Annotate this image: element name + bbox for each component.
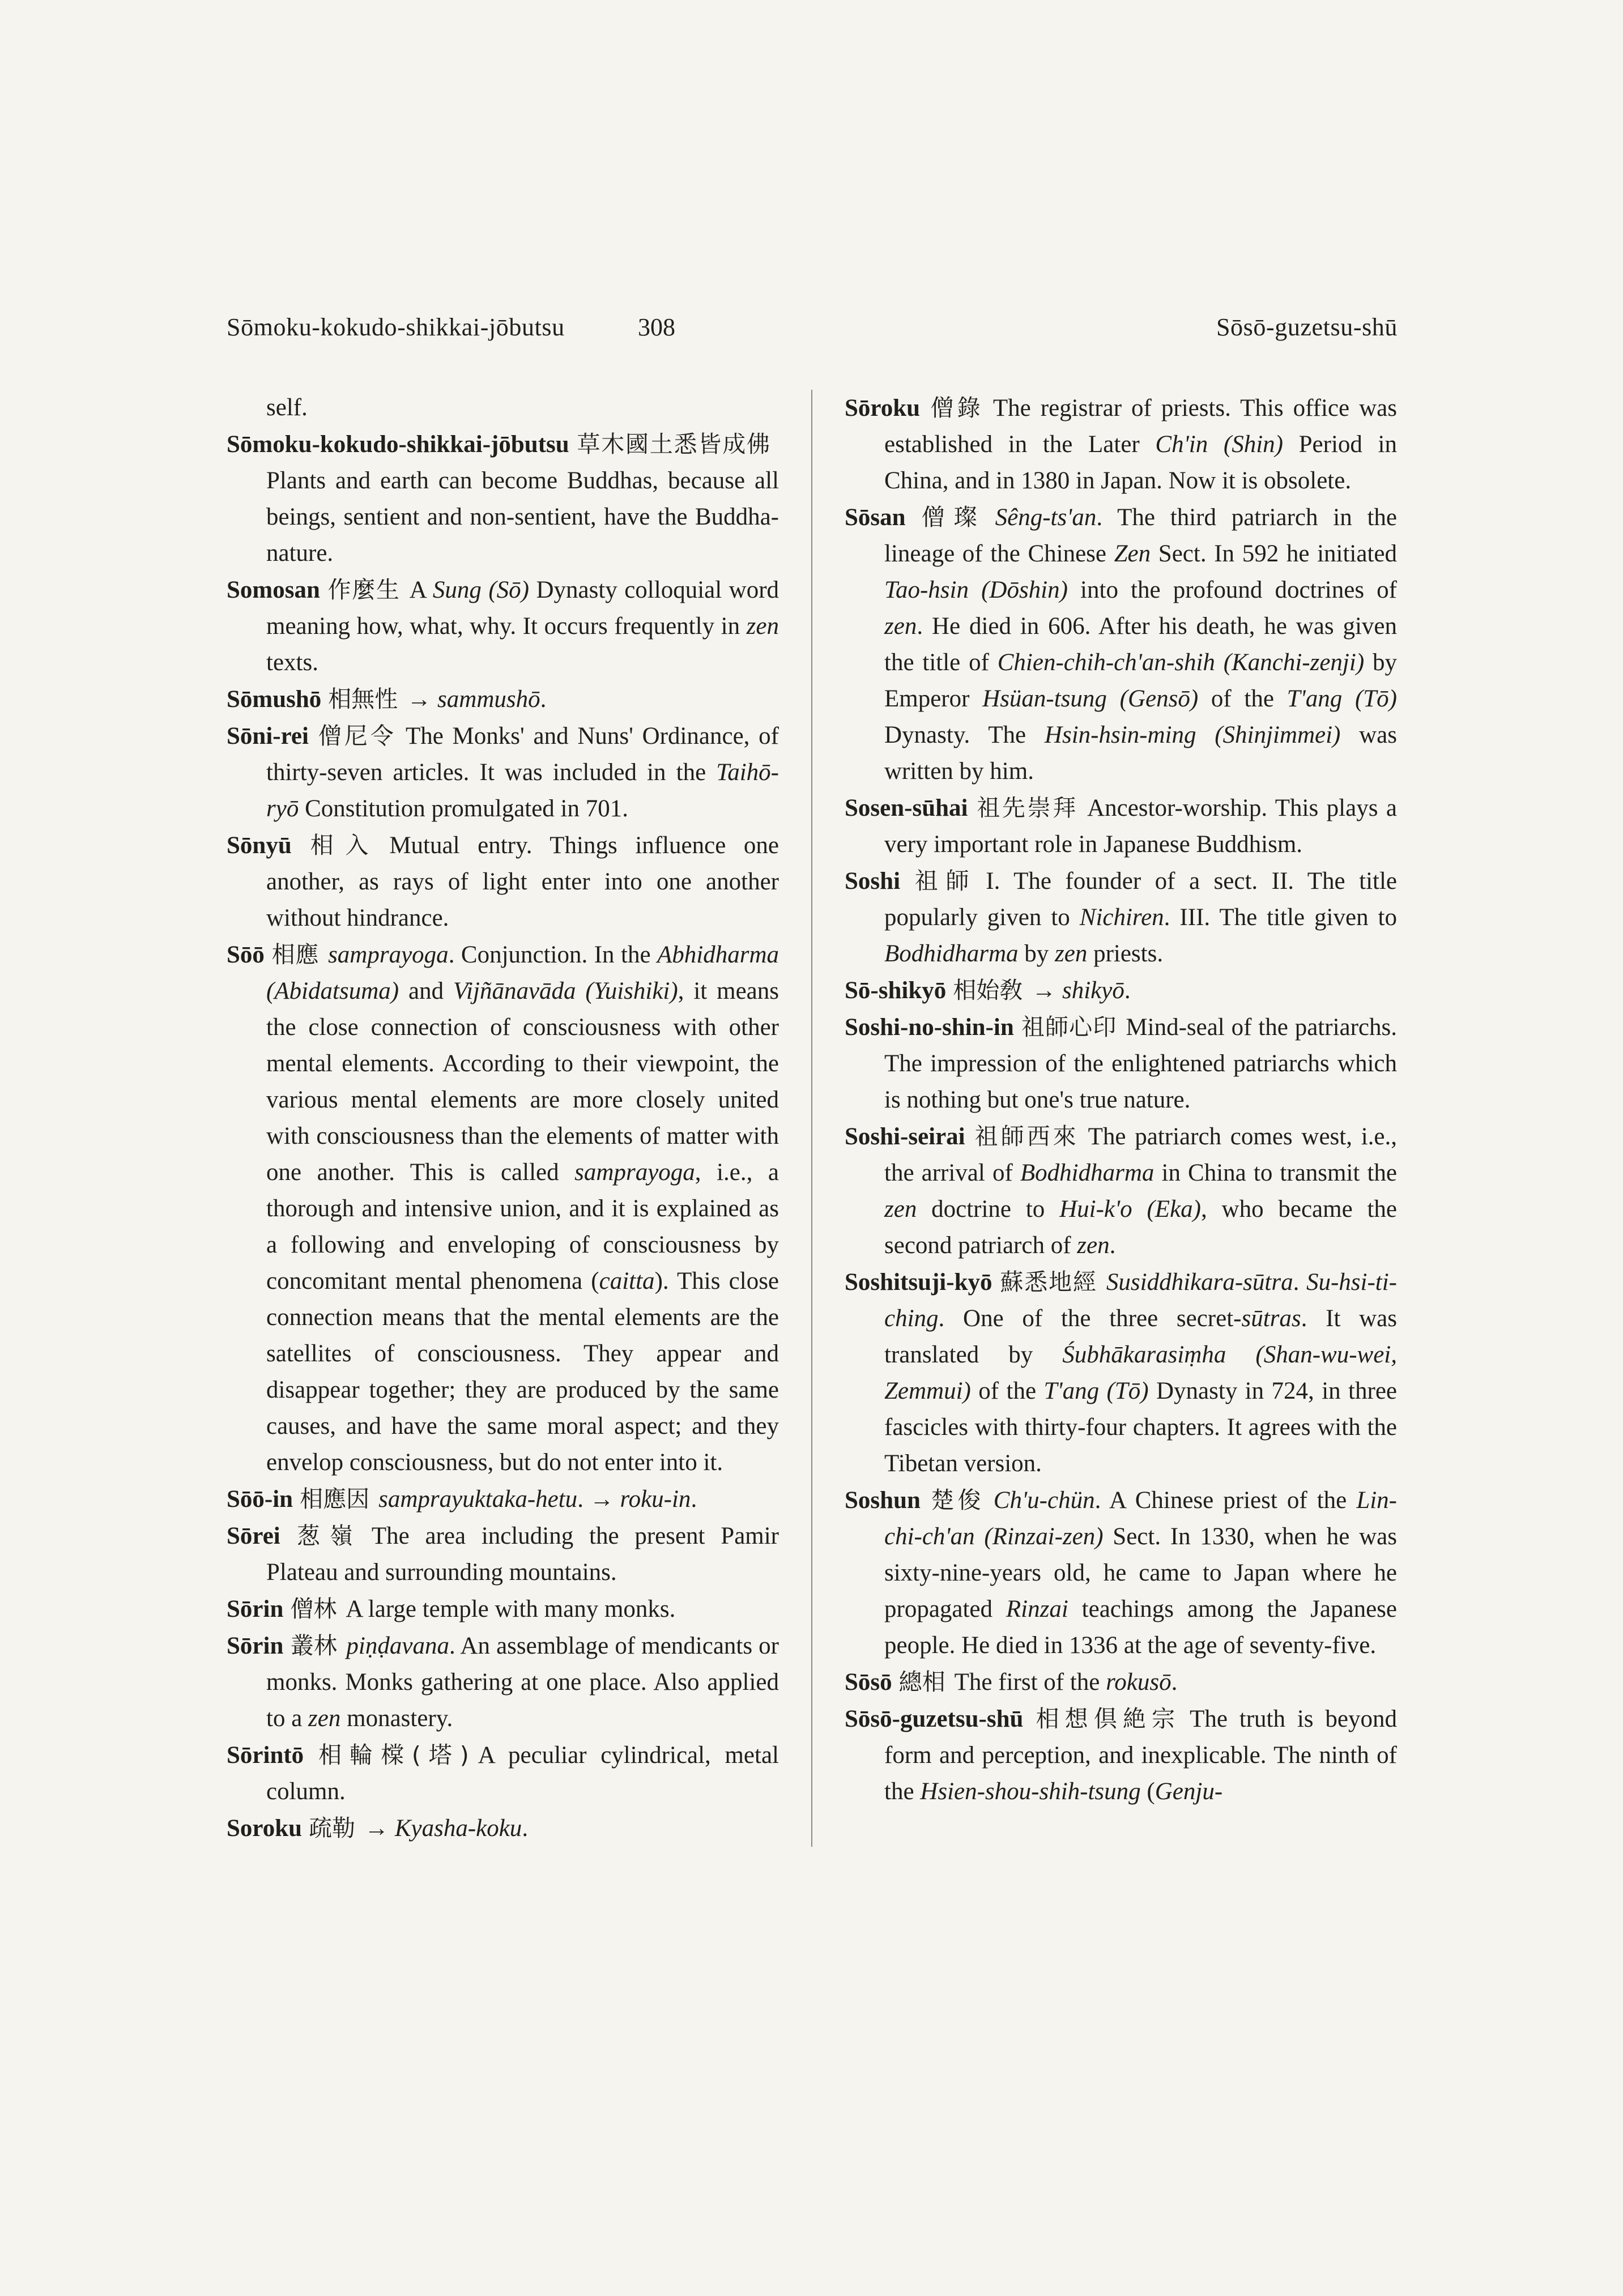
column-gap-left [779,390,811,1847]
entry-headword: Sōroku [845,395,921,421]
entry-headword: Sōmoku-kokudo-shikkai-jōbutsu [227,431,569,458]
entry-body: Mutual entry. Things influence one another, as rays of light enter into one another without hindrance. [266,832,779,931]
dictionary-entry [845,390,1397,499]
entry-body: Plants and earth can become Buddhas, because all beings, sentient and non-sentient, have the Buddha-nature. [266,467,779,566]
entry-body: piṇḍavana. An assemblage of mendicants or monks. Monks gathering at one place. Also applied to a zen monastery. [266,1633,779,1732]
dictionary-entry [845,972,1397,1009]
dictionary-entry [227,1518,779,1591]
entry-kanji: 疏勒 [309,1814,356,1842]
entry-body: samprayoga. Conjunction. In the Abhidharma (Abidatsuma) and Vijñānavāda (Yuishiki), it means the close connection of consciousness with other mental elements. According to their viewpoint, the various mental elements are more closely united with consciousness than the elements of matter with one another. This is called samprayoga, i.e., a thorough and intensive union, and it is explained as a following and enveloping of consciousness by concomitant mental phenomena (caitta). This close connection means that the mental elements are the satellites of consciousness. They appear and disappear together; they are produced by the same causes, and have the same moral aspect; and they envelop consciousness, but do not enter into it. [266,942,779,1476]
entry-headword: Sōsō [845,1669,892,1696]
entry-headword: Somosan [227,577,320,603]
entry-kanji: 僧尼令 [315,722,397,749]
entry-kanji: 楚俊 [927,1486,985,1514]
entry-headword: Sōō [227,942,265,968]
entry-headword: Sōrin [227,1633,284,1659]
entry-headword: Sosen-sūhai [845,795,968,821]
entry-kanji: 相應 [271,941,320,968]
two-column-text [227,390,1398,1847]
entry-headword: Soshitsuji-kyō [845,1269,992,1296]
entry-kanji: 葱嶺 [287,1522,363,1549]
dictionary-entry [227,827,779,936]
entry-kanji: 祖師西來 [972,1123,1079,1150]
dictionary-entry [845,790,1397,863]
entry-body: Sêng-ts'an. The third patriarch in the lineage of the Chinese Zen Sect. In 592 he initiated Tao-hsin (Dōshin) into the profound doctrines of zen. He died in 606. After his death, he was given the title of Chien-chih-ch'an-shih (Kanchi-zenji) by Emperor Hsüan-tsung (Gensō) of the T'ang (Tō) Dynasty. The Hsin-hsin-ming (Shinjimmei) was written by him. [884,504,1398,785]
entry-kanji: 相想倶絶宗 [1030,1705,1181,1732]
column-gap-right [812,390,845,1847]
entry-body: Ch'u-chün. A Chinese priest of the Lin-chi-ch'an (Rinzai-zen) Sect. In 1330, when he was sixty-nine-years old, he came to Japan where he propagated Rinzai teachings among the Japanese people. He died in 1336 at the age of seventy-five. [884,1487,1397,1659]
entry-headword: Sōrei [227,1523,280,1549]
entry-headword: Soroku [227,1815,303,1842]
entry-kanji: 作麼生 [326,576,401,603]
entry-body: A peculiar cylindrical, metal column. [266,1742,779,1805]
entry-kanji: 相始敎 [953,977,1023,1004]
entry-body: Susiddhikara-sūtra. Su-hsi-ti-ching. One of the three secret-sūtras. It was translated by Śubhākarasiṃha (Shan-wu-wei, Zemmui) of the T'ang (Tō) Dynasty in 724, in three fascicles with thirty-four chapters. It agrees with the Tibetan version. [884,1269,1398,1477]
entry-kanji: 祖師 [907,867,977,894]
entry-kanji: 總相 [898,1668,945,1696]
entry-kanji: 相輪橖(塔) [310,1741,469,1769]
entry-body: samprayuktaka-hetu. → roku-in. [378,1486,697,1513]
entry-kanji: 草木國土悉皆成佛 [576,431,770,458]
entry-headword: Soshi [845,868,901,894]
entry-kanji: 祖先崇拜 [974,794,1079,821]
page-header [227,313,1398,353]
entry-headword: Sōsō-guzetsu-shū [845,1706,1024,1732]
entry-headword: Sōmushō [227,686,322,713]
running-head-right: Sōsō-guzetsu-shū [1216,313,1398,341]
entry-body: The first of the rokusō. [954,1669,1178,1696]
entry-headword: Sōō-in [227,1486,293,1513]
dictionary-entry [845,499,1397,790]
entry-headword: Sōnyū [227,832,292,859]
entry-body: self. [266,394,308,421]
entry-body: A Sung (Sō) Dynasty colloquial word meaning how, what, why. It occurs frequently in zen texts. [266,577,779,676]
entry-body: The area including the present Pamir Plateau and surrounding mountains. [266,1523,779,1586]
dictionary-entry [227,426,779,572]
dictionary-entry [227,1591,779,1628]
dictionary-entry [227,1628,779,1737]
entry-headword: Sōrintō [227,1742,304,1769]
dictionary-entry [227,1810,779,1847]
entry-kanji: 僧錄 [927,394,984,421]
entry-kanji: 相無性 [328,685,398,713]
entry-headword: Soshun [845,1487,921,1514]
entry-body: The Monks' and Nuns' Ordinance, of thirty-seven articles. It was included in the Taihō-ryō Constitution promulgated in 701. [266,723,779,822]
entry-headword: Soshi-seirai [845,1123,965,1150]
entry-body: The truth is beyond form and perception, and inexplicable. The ninth of the Hsien-shou-shih-tsung (Genju- [884,1706,1397,1805]
entry-headword: Sōni-rei [227,723,309,749]
right-column [845,390,1397,1847]
entry-body: The registrar of priests. This office was established in the Later Ch'in (Shin) Period in China, and in 1380 in Japan. Now it is obsolete. [884,395,1398,494]
dictionary-entry [845,1664,1397,1701]
entry-headword: Soshi-no-shin-in [845,1014,1014,1041]
dictionary-entry [227,936,779,1481]
entry-body: The patriarch comes west, i.e., the arrival of Bodhidharma in China to transmit the zen doctrine to Hui-k'o (Eka), who became the second patriarch of zen. [884,1123,1398,1259]
entry-kanji: 蘇悉地經 [999,1268,1097,1296]
entry-body: → shikyō. [1032,977,1131,1004]
entry-kanji: 僧璨 [912,504,986,531]
entry-kanji: 僧林 [290,1595,337,1622]
dictionary-entry [845,1264,1397,1482]
entry-headword: Sōrin [227,1596,284,1622]
dictionary-entry [227,1737,779,1810]
dictionary-entry [845,1118,1397,1264]
entry-body: Mind-seal of the patriarchs. The impression of the enlightened patriarchs which is nothing but one's true nature. [884,1014,1397,1113]
dictionary-entry [845,1482,1397,1664]
entry-kanji: 相入 [298,832,381,859]
dictionary-entry [227,572,779,681]
left-column [227,390,779,1847]
entry-body: → sammushō. [407,686,547,713]
entry-body: A large temple with many monks. [346,1596,676,1622]
page-number: 308 [638,313,675,341]
entry-kanji: 祖師心印 [1020,1013,1117,1041]
entry-body: I. The founder of a sect. II. The title popularly given to Nichiren. III. The title given to Bodhidharma by zen priests. [884,868,1398,967]
dictionary-entry [227,390,779,426]
dictionary-entry [227,718,779,827]
dictionary-entry [227,1481,779,1518]
entry-body: → Kyasha-koku. [364,1815,529,1842]
entry-headword: Sōsan [845,504,906,531]
running-head-left: Sōmoku-kokudo-shikkai-jōbutsu [227,313,565,341]
dictionary-entry [845,1009,1397,1118]
dictionary-entry [845,863,1397,972]
entry-body: Ancestor-worship. This plays a very important role in Japanese Buddhism. [884,795,1397,858]
dictionary-entry [845,1701,1397,1810]
entry-headword: Sō-shikyō [845,977,947,1004]
entry-kanji: 相應因 [300,1485,370,1513]
entry-kanji: 叢林 [290,1632,338,1659]
dictionary-entry [227,681,779,718]
